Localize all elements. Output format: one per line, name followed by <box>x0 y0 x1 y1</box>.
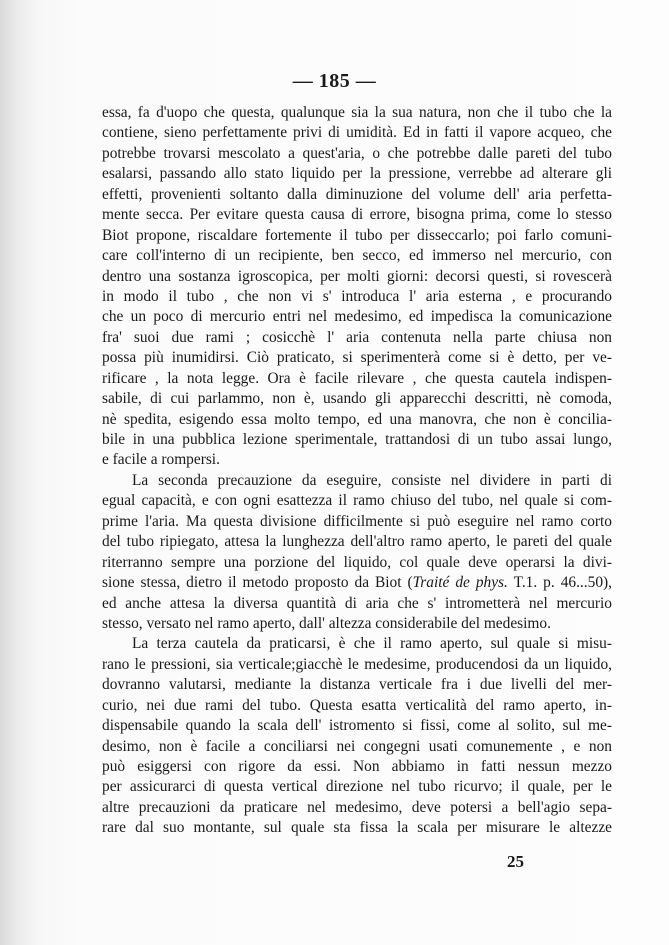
text-line: riterranno sempre una porzione del liquido, col quale deve operarsi la divi- <box>102 553 612 571</box>
paragraph-end-line: stesso, versato nel ramo aperto, dall' altezza considerabile del medesimo. <box>102 614 551 632</box>
text-line: care coll'interno di un recipiente, ben secco, ed immerso nel mercurio, con <box>102 247 612 265</box>
text-line: contiene, sieno perfettamente privi di umidità. Ed in fatti il vapore acqueo, che <box>102 124 612 142</box>
text-line: in modo il tubo , che non vi s' introduca l' aria esterna , e procurando <box>102 287 612 305</box>
text-line: essa, fa d'uopo che questa, qualunque sia la sua natura, non che il tubo che la <box>102 104 612 121</box>
body-text <box>102 103 612 839</box>
text-line: esalarsi, passando allo stato liquido per la pressione, verrebbe ad alterare gli <box>102 165 612 183</box>
text-line: ed anche attesa la diversa quantità di aria che s' intrometterà nel mercurio <box>102 594 612 612</box>
text-line: potrebbe trovarsi mescolato a quest'aria, o che potrebbe dalle pareti del tubo <box>102 144 612 162</box>
text-line: rificare , la nota legge. Ora è facile rilevare , che questa cautela indispen- <box>102 369 612 387</box>
text-line: dispensabile quando la scala dell' istromento si fissi, come al solito, sul me- <box>102 717 612 735</box>
text-line: rare dal suo montante, sul quale sta fissa la scala per misurare le altezze <box>102 819 612 837</box>
text-line: che un poco di mercurio entri nel medesimo, ed impedisca la comunicazione <box>102 308 612 326</box>
text-line: mente secca. Per evitare questa causa di errore, bisogna prima, come lo stesso <box>102 206 612 224</box>
citation-title: Traité de phys. <box>412 574 508 592</box>
text-line: sabile, di cui parlammo, non è, usando gli apparecchi descritti, nè comoda, <box>102 390 612 408</box>
paragraph-end-line: e facile a rompersi. <box>102 451 220 469</box>
text-line: curio, nei due rami del tubo. Questa esatta verticalità del ramo aperto, in- <box>102 696 612 714</box>
text-line: Biot propone, riscaldare fortemente il tubo per disseccarlo; poi farlo comuni- <box>102 226 612 244</box>
text-line: bile in una pubblica lezione sperimentale, trattandosi di un tubo assai lungo, <box>102 431 612 448</box>
text-line: dentro una sostanza igroscopica, per molti giorni: decorsi questi, si rovescerà <box>102 267 612 285</box>
text-line: può esiggersi con rigore da essi. Non abbiamo in fatti nessun mezzo <box>102 758 612 775</box>
text-line: altre precauzioni da praticare nel medesimo, deve potersi a bell'agio sepa- <box>102 798 612 816</box>
page-number: — 185 — <box>292 70 377 92</box>
text-line: egual capacità, e con ogni esattezza il ramo chiuso del tubo, nel quale si com- <box>102 492 612 510</box>
text-line-citation <box>102 573 612 593</box>
text-line: desimo, non è facile a conciliarsi nei congegni usati comunemente , e non <box>102 737 612 755</box>
text-line: fra' suoi due rami ; cosicchè l' aria contenuta nella parte chiusa non <box>102 328 612 346</box>
text-line: dovranno valutarsi, mediante la distanza verticale fra i due livelli del mer- <box>102 676 612 694</box>
text-line: possa più inumidirsi. Ciò praticato, si sperimenterà come si è detto, per ve- <box>102 349 612 367</box>
citation-prefix: sione stessa, dietro il metodo proposto da Biot ( <box>102 574 413 592</box>
signature-mark: 25 <box>507 852 524 871</box>
text-line: del tubo ripiegato, attesa la lunghezza dell'altro ramo aperto, le pareti del quale <box>102 533 612 551</box>
text-line: effetti, provenienti soltanto dalla diminuzione del volume dell' aria perfetta- <box>102 185 612 203</box>
text-line: per assicurarci di questa vertical direzione nel tubo ricurvo; il quale, per le <box>102 778 612 796</box>
text-line: rano le pressioni, sia verticale;giacchè le medesime, producendosi da un liquido, <box>102 655 612 673</box>
paragraph-start-line: La terza cautela da praticarsi, è che il ramo aperto, sul quale si misu- <box>132 635 612 653</box>
text-line: prime l'aria. Ma questa divisione difficilmente si può eseguire nel ramo corto <box>102 512 612 530</box>
paragraph-start-line: La seconda precauzione da eseguire, consiste nel dividere in parti di <box>132 471 612 489</box>
text-line: nè spedita, esigendo essa molto tempo, ed una manovra, che non è concilia- <box>102 410 612 428</box>
citation-suffix: T.1. p. 46...50), <box>507 574 612 592</box>
